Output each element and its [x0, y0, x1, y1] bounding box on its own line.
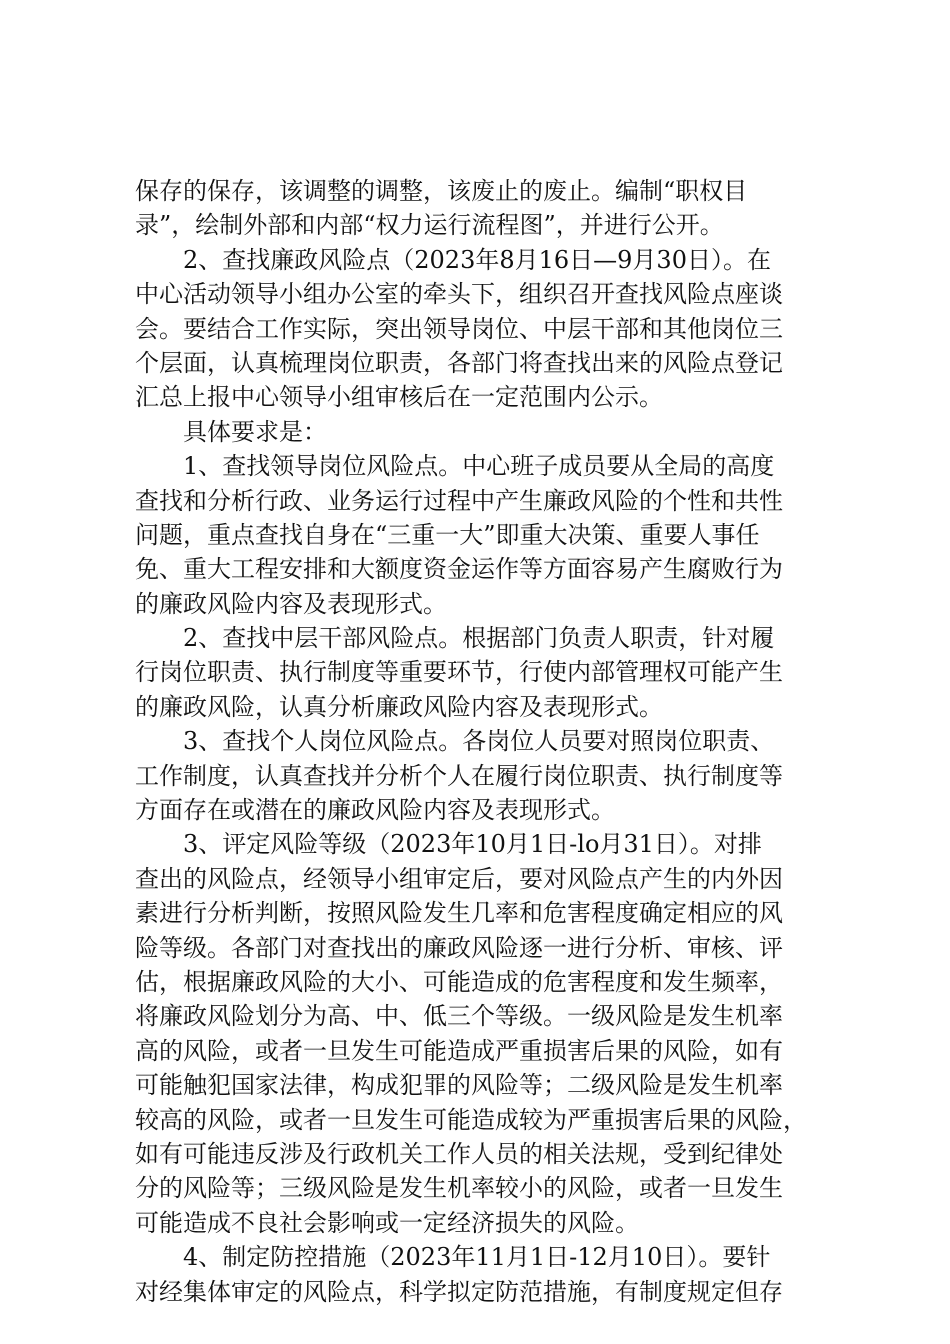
text-line: 汇总上报中心领导小组审核后在一定范围内公示。 [135, 383, 663, 412]
text-line: 险等级。各部门对查找出的廉政风险逐一进行分析、审核、评 [135, 933, 783, 962]
text-line: 分的风险等；三级风险是发生机率较小的风险，或者一旦发生 [135, 1174, 783, 1203]
text-line: 2、查找廉政风险点（2023年8月16日—9月30日）。在 [183, 245, 771, 274]
text-line: 方面存在或潜在的廉政风险内容及表现形式。 [135, 796, 615, 825]
text-line: 的廉政风险内容及表现形式。 [135, 589, 447, 618]
text-line: 工作制度，认真查找并分析个人在履行岗位职责、执行制度等 [135, 761, 783, 790]
text-line: 具体要求是： [183, 417, 327, 446]
text-line: 4、制定防控措施（2023年11月1日-12月10日）。要针 [183, 1243, 771, 1272]
text-line: 个层面，认真梳理岗位职责，各部门将查找出来的风险点登记 [135, 348, 783, 377]
text-line: 查找和分析行政、业务运行过程中产生廉政风险的个性和共性 [135, 486, 783, 515]
text-line: 可能触犯国家法律，构成犯罪的风险等；二级风险是发生机率 [135, 1071, 783, 1100]
text-line: 2、查找中层干部风险点。根据部门负责人职责，针对履 [183, 624, 775, 653]
text-line: 免、重大工程安排和大额度资金运作等方面容易产生腐败行为 [135, 555, 783, 584]
text-line: 中心活动领导小组办公室的牵头下，组织召开查找风险点座谈 [135, 280, 783, 309]
text-line: 素进行分析判断，按照风险发生几率和危害程度确定相应的风 [135, 899, 783, 928]
text-line: 1、查找领导岗位风险点。中心班子成员要从全局的高度 [183, 452, 775, 481]
text-line: 如有可能违反涉及行政机关工作人员的相关法规，受到纪律处 [135, 1139, 783, 1168]
text-line: 问题，重点查找自身在“三重一大”即重大决策、重要人事任 [135, 520, 760, 549]
text-line: 3、查找个人岗位风险点。各岗位人员要对照岗位职责、 [183, 727, 775, 756]
text-line: 对经集体审定的风险点，科学拟定防范措施，有制度规定但存 [135, 1277, 783, 1306]
document-body [135, 174, 825, 1309]
text-line: 估，根据廉政风险的大小、可能造成的危害程度和发生频率， [135, 967, 783, 996]
text-line: 查出的风险点，经领导小组审定后，要对风险点产生的内外因 [135, 864, 783, 893]
text-line: 将廉政风险划分为高、中、低三个等级。一级风险是发生机率 [135, 1002, 783, 1031]
text-line: 可能造成不良社会影响或一定经济损失的风险。 [135, 1208, 639, 1237]
text-line: 3、评定风险等级（2023年10月1日-lo月31日）。对排 [183, 830, 762, 859]
text-line: 的廉政风险，认真分析廉政风险内容及表现形式。 [135, 692, 663, 721]
text-line: 录”，绘制外部和内部“权力运行流程图”，并进行公开。 [135, 211, 724, 240]
text-line: 保存的保存，该调整的调整，该废止的废止。编制“职权目 [135, 177, 748, 205]
text-line: 会。要结合工作实际，突出领导岗位、中层干部和其他岗位三 [135, 314, 783, 343]
text-line: 行岗位职责、执行制度等重要环节，行使内部管理权可能产生 [135, 658, 783, 687]
text-line: 较高的风险，或者一旦发生可能造成较为严重损害后果的风险， [135, 1105, 807, 1134]
text-line: 高的风险，或者一旦发生可能造成严重损害后果的风险，如有 [135, 1036, 783, 1065]
